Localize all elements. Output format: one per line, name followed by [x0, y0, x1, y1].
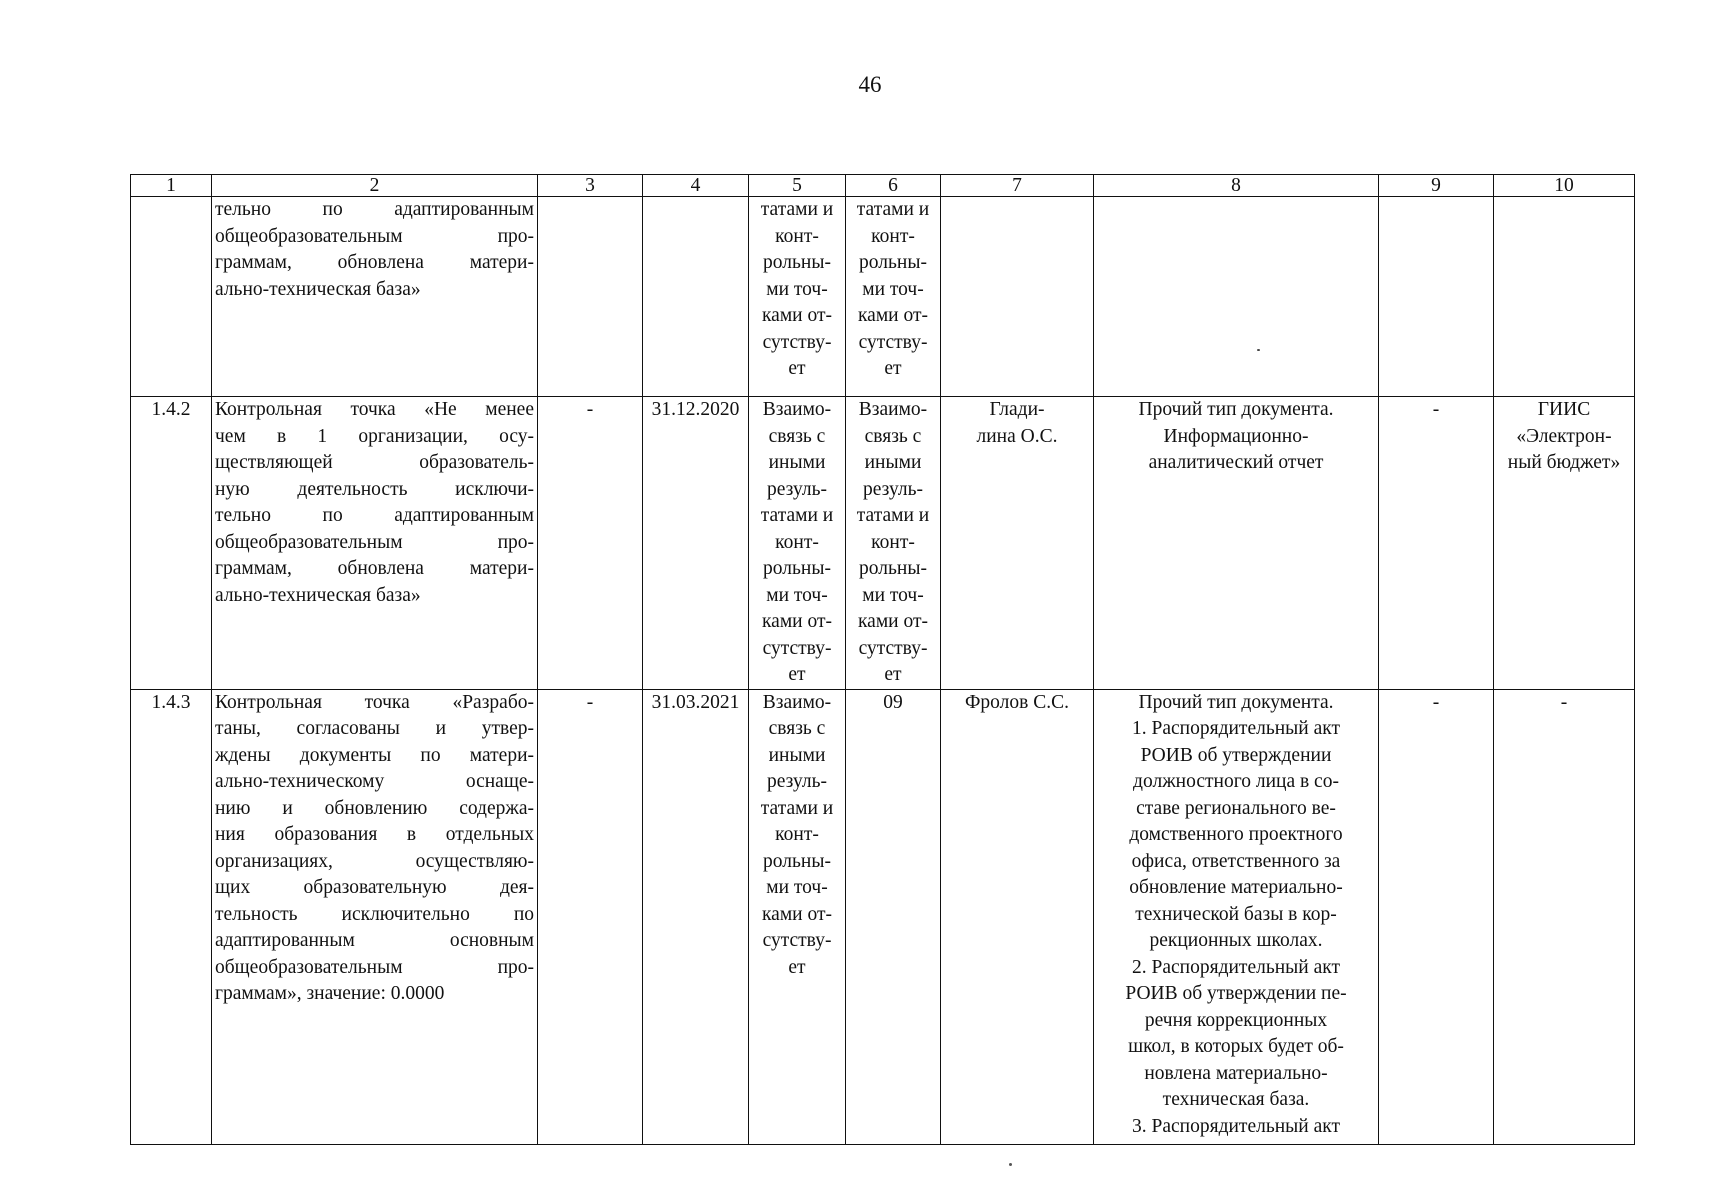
- cell-responsible: Фролов С.С.: [941, 689, 1094, 1144]
- text-line: ально-техническому оснаще-: [215, 771, 534, 792]
- header-row: [131, 175, 1635, 197]
- cell-col3: -: [538, 397, 643, 690]
- cell-col8: [1094, 197, 1379, 397]
- scan-speck: [1009, 1163, 1012, 1166]
- cell-col6: Взаимо- связь с иными резуль- татами и конт- рольны- ми точ- ками от- сутству- ет: [846, 397, 941, 690]
- table-row-continuation: [131, 197, 1635, 397]
- text-line: ную деятельность исключи-: [215, 478, 534, 500]
- page-number: 46: [858, 72, 882, 97]
- text-line: граммам, обновлена матери-: [215, 558, 534, 579]
- text-line: Контрольная точка «Не менее: [215, 399, 534, 420]
- header-cell: 6: [846, 175, 941, 197]
- cell-responsible: Глади- лина О.С.: [941, 397, 1094, 690]
- header-cell: 3: [538, 175, 643, 197]
- text-line: щих образовательную дея-: [215, 877, 534, 898]
- cell-col4: [643, 197, 749, 397]
- cell-num: 1.4.2: [131, 397, 212, 690]
- header-cell: 4: [643, 175, 749, 197]
- cell-col5: Взаимо- связь с иными резуль- татами и конт- рольны- ми точ- ками от- сутству- ет: [749, 397, 846, 690]
- text-line: нию и обновлению содержа-: [215, 797, 534, 819]
- table-row-1-4-2: [131, 397, 1635, 690]
- cell-description: [212, 197, 538, 397]
- text-line: граммам», значение: 0.0000: [215, 983, 445, 1004]
- header-cell: 8: [1094, 175, 1379, 197]
- cell-col10: [1494, 197, 1635, 397]
- text-line: общеобразовательным про-: [215, 956, 534, 978]
- cell-col5: татами и конт- рольны- ми точ- ками от- сутству- ет: [749, 197, 846, 397]
- checkpoint-table: [130, 174, 1635, 1145]
- table-row-1-4-3: [131, 689, 1635, 1144]
- text-line: ществляющей образователь-: [215, 452, 534, 473]
- header-cell: 5: [749, 175, 846, 197]
- cell-num: [131, 197, 212, 397]
- header-cell: 9: [1379, 175, 1494, 197]
- text-line: ждены документы по матери-: [215, 744, 534, 766]
- header-cell: 2: [212, 175, 538, 197]
- cell-date: 31.12.2020: [643, 397, 749, 690]
- text-line: адаптированным основным: [215, 930, 534, 951]
- text-line: тельно по адаптированным: [215, 199, 534, 220]
- cell-document-type: Прочий тип документа. Информационно- аналитический отчет: [1094, 397, 1379, 690]
- cell-num: 1.4.3: [131, 689, 212, 1144]
- cell-col3: -: [538, 689, 643, 1144]
- text-line: ально-техническая база»: [215, 584, 421, 606]
- text-line: тельность исключительно по: [215, 903, 534, 925]
- cell-date: 31.03.2021: [643, 689, 749, 1144]
- text-line: ально-техническая база»: [215, 278, 421, 300]
- cell-col6: татами и конт- рольны- ми точ- ками от- сутству- ет: [846, 197, 941, 397]
- header-cell: 10: [1494, 175, 1635, 197]
- text-line: Контрольная точка «Разрабо-: [215, 691, 534, 713]
- text-line: общеобразовательным про-: [215, 531, 534, 553]
- header-cell: 7: [941, 175, 1094, 197]
- cell-col9: -: [1379, 689, 1494, 1144]
- cell-system: -: [1494, 689, 1635, 1144]
- cell-description: [212, 689, 538, 1144]
- text-line: таны, согласованы и утвер-: [215, 718, 534, 739]
- cell-description: [212, 397, 538, 690]
- cell-system: ГИИС «Электрон- ный бюджет»: [1494, 397, 1635, 690]
- cell-document-type: Прочий тип документа. 1. Распорядительный акт РОИВ об утверждении должностного лица в со- ставе регионального ве- домственного проектного офиса, ответственного за обновление материально- технической базы в кор- рекционных школах. 2. Распорядительный акт РОИВ об утверждении пе- речня коррекционных школ, в которых будет об- новлена материально- техническая база. 3. Распорядительный акт: [1094, 689, 1379, 1144]
- cell-col5: Взаимо- связь с иными резуль- татами и конт- рольны- ми точ- ками от- сутству- ет: [749, 689, 846, 1144]
- text-line: тельно по адаптированным: [215, 505, 534, 526]
- cell-col9: [1379, 197, 1494, 397]
- text-line: общеобразовательным про-: [215, 225, 534, 247]
- text-line: чем в 1 организации, осу-: [215, 425, 534, 447]
- cell-col7: [941, 197, 1094, 397]
- text-line: граммам, обновлена матери-: [215, 252, 534, 273]
- scan-speck: [1257, 349, 1260, 351]
- cell-col3: [538, 197, 643, 397]
- text-line: организациях, осуществляю-: [215, 850, 534, 872]
- text-line: ния образования в отдельных: [215, 824, 534, 845]
- cell-col9: -: [1379, 397, 1494, 690]
- cell-col6: 09: [846, 689, 941, 1144]
- header-cell: 1: [131, 175, 212, 197]
